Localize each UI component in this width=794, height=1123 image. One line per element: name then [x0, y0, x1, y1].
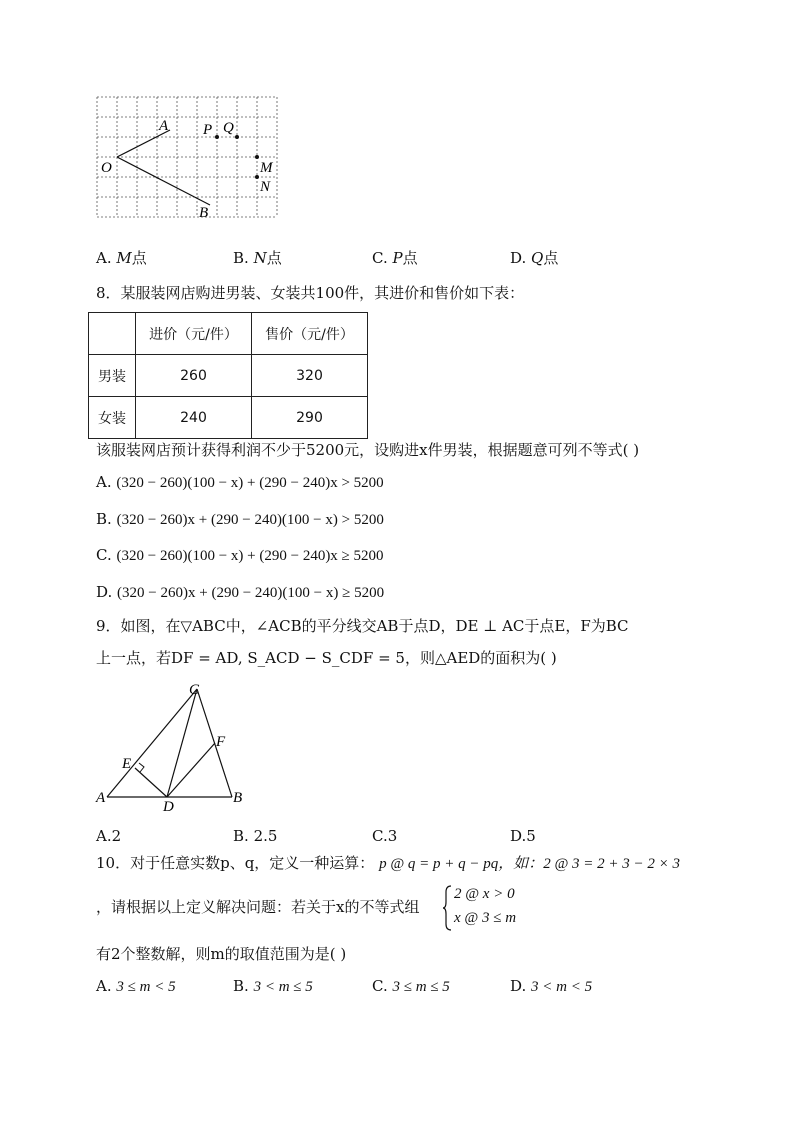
q10-option-a-expr: 3 ≤ m < 5 — [116, 979, 176, 995]
right-angle-mark — [139, 763, 144, 772]
q9-option-b-key: B. — [233, 827, 249, 845]
q8-option-c[interactable] — [96, 545, 384, 566]
q7-option-d-suffix: 点 — [543, 249, 559, 267]
q8-option-c-expr: (320 − 260)(100 − x) + (290 − 240)x ≥ 5200 — [116, 548, 384, 564]
q9-line2: 上一点，若DF = AD, S_ACD − S_CDF = 5，则△AED的面积为( ) — [96, 649, 557, 667]
q10-operation-definition: p @ q = p + q − pq，如：2 @ 3 = 2 + 3 − 2 × 3 — [379, 856, 681, 872]
q10-option-c[interactable] — [372, 976, 450, 997]
point-m — [255, 155, 259, 159]
table-row — [89, 355, 368, 397]
q7-option-d-key: D. — [510, 249, 527, 267]
q7-option-a-suffix: 点 — [131, 249, 147, 267]
q7-option-c[interactable] — [372, 248, 418, 268]
q10-option-d-expr: 3 < m < 5 — [531, 979, 593, 995]
label-e: E — [122, 756, 132, 772]
table-cell-cost: 260 — [136, 355, 252, 397]
system-line-1: 2 @ x > 0 — [454, 886, 515, 902]
system-line-2: x @ 3 ≤ m — [454, 910, 517, 926]
table-row-label: 女装 — [89, 397, 136, 439]
q7-option-b-var: N — [253, 249, 267, 267]
side-ac — [107, 689, 197, 797]
point-n — [255, 175, 259, 179]
table-header-row — [89, 313, 368, 355]
point-p — [215, 135, 219, 139]
q10-option-c-expr: 3 ≤ m ≤ 5 — [392, 979, 450, 995]
q7-option-a[interactable] — [96, 248, 147, 268]
q8-stem: 8．某服装网店购进男装、女装共100件，其进价和售价如下表： — [96, 284, 525, 302]
q7-option-b-suffix: 点 — [266, 249, 282, 267]
q10-line3: 有2个整数解，则m的取值范围为是( ) — [96, 945, 347, 963]
q10-line2: ，请根据以上定义解决问题：若关于x的不等式组 — [96, 898, 420, 916]
ray-oa — [117, 130, 170, 157]
table-cell-price: 290 — [252, 397, 368, 439]
q10-option-a-key: A. — [96, 977, 112, 995]
q9-option-d-key: D. — [510, 827, 527, 845]
q8-option-b-expr: (320 − 260)x + (290 − 240)(100 − x) > 5200 — [116, 512, 384, 528]
q9-line1: 9．如图，在▽ABC中，∠ACB的平分线交AB于点D，DE ⊥ AC于点E，F为BC — [96, 617, 629, 635]
q10-option-c-key: C. — [372, 977, 388, 995]
q9-option-a[interactable] — [96, 826, 121, 846]
table-header-price: 售价（元/件） — [252, 313, 368, 355]
label-m: M — [260, 160, 273, 176]
brace-icon — [442, 884, 452, 932]
q9-option-a-key: A. — [96, 827, 112, 845]
table-cell-cost: 240 — [136, 397, 252, 439]
q7-option-b-key: B. — [233, 249, 249, 267]
q8-question: 该服装网店预计获得利润不少于5200元，设购进x件男装，根据题意可列不等式( ) — [96, 441, 640, 459]
label-a: A — [159, 118, 169, 134]
q9-option-c[interactable] — [372, 826, 397, 846]
label-d: D — [163, 799, 174, 815]
q9-option-d-value: 5 — [526, 827, 536, 845]
label-q: Q — [223, 120, 234, 136]
q8-option-a-expr: (320 − 260)(100 − x) + (290 − 240)x > 5200 — [116, 475, 384, 491]
q7-option-c-key: C. — [372, 249, 388, 267]
q8-option-c-key: C. — [96, 546, 112, 564]
q7-option-c-suffix: 点 — [402, 249, 418, 267]
q7-option-c-var: P — [392, 249, 403, 267]
label-n: N — [260, 179, 271, 195]
q8-price-table — [88, 312, 368, 439]
q7-option-b[interactable] — [233, 248, 282, 268]
label-c: C — [189, 682, 200, 698]
table-row-label: 男装 — [89, 355, 136, 397]
label-p: P — [203, 122, 213, 138]
q10-option-b-key: B. — [233, 977, 249, 995]
label-a: A — [96, 790, 106, 806]
q8-option-a[interactable] — [96, 472, 384, 493]
table-header-empty — [89, 313, 136, 355]
q10-option-d-key: D. — [510, 977, 527, 995]
table-row — [89, 397, 368, 439]
q7-option-a-key: A. — [96, 249, 112, 267]
label-o: O — [101, 160, 112, 176]
label-f: F — [216, 734, 226, 750]
q9-option-a-value: 2 — [111, 827, 122, 845]
q8-option-b-key: B. — [96, 510, 112, 528]
q10-option-b-expr: 3 < m ≤ 5 — [253, 979, 313, 995]
q9-option-c-value: 3 — [387, 827, 398, 845]
q10-line1 — [96, 853, 680, 874]
q10-option-b[interactable] — [233, 976, 313, 997]
q7-option-d-var: Q — [531, 249, 544, 267]
table-header-cost: 进价（元/件） — [136, 313, 252, 355]
label-b: B — [199, 205, 209, 221]
q10-option-d[interactable] — [510, 976, 592, 997]
ray-ob — [117, 157, 210, 205]
q8-option-d[interactable] — [96, 582, 384, 603]
segment-de — [135, 768, 167, 797]
point-q — [235, 135, 239, 139]
q10-option-a[interactable] — [96, 976, 176, 997]
q9-option-b-value: 2.5 — [253, 827, 278, 845]
q9-option-c-key: C. — [372, 827, 388, 845]
label-b: B — [233, 790, 243, 806]
q8-option-a-key: A. — [96, 473, 112, 491]
q7-grid-figure — [90, 90, 290, 240]
q9-triangle-figure — [90, 676, 260, 816]
q8-option-d-key: D. — [96, 583, 113, 601]
q8-option-b[interactable] — [96, 509, 384, 530]
q7-option-a-var: M — [116, 249, 132, 267]
q9-option-b[interactable] — [233, 826, 277, 846]
q10-inequality-system — [442, 884, 532, 932]
q8-option-d-expr: (320 − 260)x + (290 − 240)(100 − x) ≥ 5200 — [117, 585, 385, 601]
q9-option-d[interactable] — [510, 826, 536, 846]
q10-line1-text: 10．对于任意实数p、q，定义一种运算： — [96, 854, 375, 872]
table-cell-price: 320 — [252, 355, 368, 397]
q7-option-d[interactable] — [510, 248, 558, 268]
